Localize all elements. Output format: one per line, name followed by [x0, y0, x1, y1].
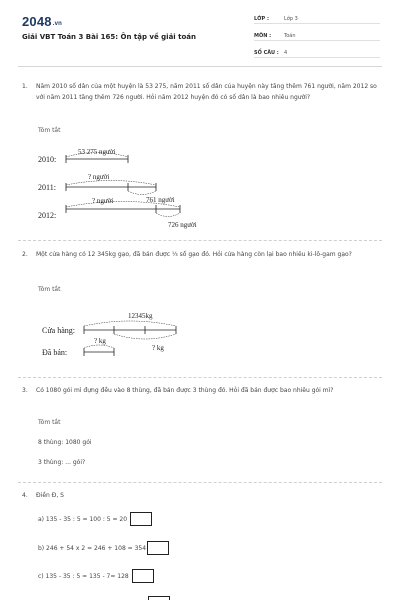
label-q-kg-remain: ? kg [152, 344, 164, 352]
label-q-kg-sold: ? kg [94, 337, 106, 345]
question-number: 3. [22, 387, 28, 394]
expression: a) 135 - 35 : 5 = 100 : 5 = 20 [38, 515, 128, 523]
answer-box[interactable] [132, 569, 154, 583]
meta-value: Toán [284, 32, 296, 39]
expression: c) 135 - 35 : 5 = 135 - 7= 128 [38, 572, 129, 580]
label-12345kg: 12345kg [128, 312, 153, 320]
page-title: Giải VBT Toán 3 Bài 165: Ôn tập về giải toán [22, 33, 196, 41]
row-label-store: Cửa hàng: [42, 326, 75, 335]
answer-box[interactable] [147, 541, 169, 555]
question-text: Điền Đ, S [36, 492, 64, 499]
row-label-2011: 2011: [38, 183, 56, 192]
meta-value: 4 [284, 49, 288, 56]
answer-box[interactable] [130, 512, 152, 526]
question-text: Một cửa hàng có 12 345kg gạo, đã bán được ⅓ số gạo đó. Hỏi cửa hàng còn lại bao nhiêu ki-lô-gam gạo? [36, 251, 352, 258]
question-number: 1. [22, 83, 28, 90]
summary-line-1: 8 thùng: 1080 gói [38, 439, 92, 446]
divider [18, 377, 382, 378]
logo-text: 2048 [22, 14, 52, 29]
row-label-2010: 2010: [38, 155, 57, 164]
label-53275: 53 275 người [78, 148, 116, 156]
label-761: 761 người [146, 196, 175, 204]
summary-label: Tóm tắt [38, 127, 61, 134]
label-q-2012: ? người [92, 197, 114, 205]
question-number: 4. [22, 492, 28, 499]
true-false-item-b [38, 541, 169, 555]
divider [18, 482, 382, 483]
summary-line-2: 3 thùng: ... gói? [38, 459, 86, 466]
meta-key: LỚP : [254, 15, 269, 22]
meta-value: Lớp 3 [284, 15, 298, 22]
row-label-2012: 2012: [38, 211, 57, 220]
question-number: 2. [22, 251, 28, 258]
question-4 [22, 491, 378, 502]
question-text: Có 1080 gói mì đựng đều vào 8 thùng, đã bán được 3 thùng đó. Hỏi đã bán được bao nhiêu gói mì? [36, 387, 334, 394]
label-q-2011: ? người [88, 173, 110, 181]
true-false-item-a [38, 512, 152, 526]
logo-suffix: .vn [52, 21, 63, 27]
label-726: 726 người [168, 221, 197, 229]
meta-key: SỐ CÂU : [254, 49, 279, 56]
summary-label: Tóm tắt [38, 419, 61, 426]
question-3 [22, 386, 378, 397]
answer-box-partial[interactable] [148, 596, 170, 600]
true-false-item-c [38, 569, 154, 583]
row-label-sold: Đã bán: [42, 348, 68, 357]
expression: b) 246 + 54 x 2 = 246 + 108 = 354 [38, 544, 147, 552]
question-text: Năm 2010 số dân của một huyện là 53 275, năm 2011 số dân của huyện này tăng thêm 761 người, năm 2012 so với năm 2011 tăng thêm 726 người. Hỏi năm 2012 huyện đó có số dân là bao nhiêu người? [36, 83, 377, 101]
summary-label: Tóm tắt [38, 286, 61, 293]
meta-key: MÔN : [254, 32, 272, 39]
